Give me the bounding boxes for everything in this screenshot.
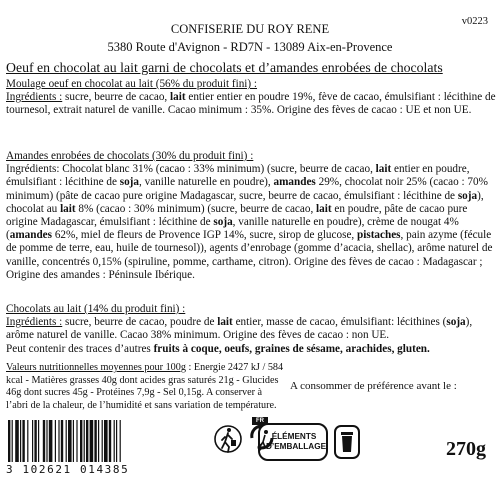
allergen-text: soja	[457, 189, 478, 202]
allergen-text: amandes	[273, 176, 316, 189]
barcode-bar	[84, 420, 85, 462]
barcode-bar	[76, 420, 77, 462]
nutrition-label: Valeurs nutritionnelles moyennes pour 100g	[6, 362, 186, 373]
barcode-bar	[90, 420, 94, 462]
nutrition-info: Valeurs nutritionnelles moyennes pour 100g : Energie 2427 kJ / 584 kcal - Matières grasses 40g dont acides gras saturés 21g - Glucides 46g dont sucres 45g - Protéines 7,9g - Sel 0,15g. A conserver à l’abri de la chaleur, de l’humidité et sans variation de température.	[6, 362, 284, 411]
barcode-bar	[46, 420, 47, 462]
packaging-elements-logo	[252, 417, 362, 465]
barcode-number: 3 102621 014385	[6, 463, 130, 476]
best-before: A consommer de préférence avant le :	[290, 380, 457, 392]
barcode-bar	[58, 420, 59, 462]
barcode-bar	[32, 420, 33, 462]
packaging-elements-text: ÉLÉMENTS D’EMBALLAGE	[266, 432, 327, 451]
section-egg-mould-heading: Moulage oeuf en chocolat au lait (56% du produit fini) :	[6, 78, 258, 90]
barcode-bar	[73, 420, 74, 462]
barcode-bar	[66, 420, 67, 462]
ingredient-text: ), chocolat au	[6, 189, 484, 215]
barcode-bar	[34, 420, 36, 462]
allergen-text: soja	[213, 216, 233, 229]
section-milk-chocolates	[6, 303, 498, 356]
barcode-bar	[22, 420, 24, 462]
allergen-text: soja	[119, 176, 139, 189]
ingredients-label: Ingrédients :	[6, 91, 63, 104]
allergen-text: amandes	[9, 229, 53, 242]
barcode-bar	[20, 420, 21, 462]
barcode-bar	[12, 420, 13, 462]
barcode-bar	[43, 420, 45, 462]
barcode-bar	[49, 420, 53, 462]
barcode-bar	[102, 420, 103, 462]
barcode-bar	[8, 420, 10, 462]
barcode-bar	[38, 420, 39, 462]
ingredient-text: , pain azyme (fécule de pomme de terre, eau, huile de tournesol)), agents d’enrobage (gomme d’acacia, shellac), arôme naturel de vanille, concentrés 0,15% (spiruline, pomme, carthame, citron). Origine des fèves de cacao : Madagascar ; Origine des amandes : Péninsule Ibérique.	[6, 229, 493, 281]
ingredient-text: , vanille naturelle en poudre), crème de nougat 4% (	[6, 216, 459, 242]
ingredients-label: Ingrédients :	[6, 316, 63, 329]
section-coated-almonds-heading: Amandes enrobées de chocolats (30% du produit fini) :	[6, 150, 254, 162]
barcode-bar	[55, 420, 56, 462]
ingredient-text: , vanille naturelle en poudre),	[139, 176, 274, 189]
net-weight: 270g	[446, 438, 486, 460]
version-code: v0223	[461, 16, 488, 27]
bin-icon	[332, 423, 362, 461]
recycling-person-icon	[213, 418, 243, 460]
fr-badge: FR	[252, 417, 268, 425]
allergen-text: lait	[375, 163, 392, 176]
barcode-bar	[104, 420, 108, 462]
barcode-bar	[15, 420, 19, 462]
barcode-bar	[114, 420, 115, 462]
ingredient-text: 8% (cacao : 30% minimum) (sucre, beurre de cacao,	[75, 202, 317, 215]
barcode-bar	[98, 420, 99, 462]
ingredient-text: entier en poudre, émulsifiant : lécithine de	[6, 163, 470, 189]
barcode-bar	[94, 420, 96, 462]
barcode-bar	[116, 420, 117, 462]
allergen-text: pistaches	[357, 229, 401, 242]
barcode-bar	[68, 420, 72, 462]
company-name: CONFISERIE DU ROY RENE	[170, 22, 330, 36]
allergen-text: lait	[60, 202, 76, 215]
section-coated-almonds-ingredients	[6, 163, 498, 282]
ingredient-text: en poudre, pâte de cacao pure origine Madagascar, émulsifiant : lécithine de	[6, 202, 468, 229]
section-milk-chocolates-ingredients: Ingrédients : sucre, beurre de cacao, poudre de lait entier, masse de cacao, émulsifiant: lécithines (soja), arôme naturel de vanille. Cacao 38% minimum. Origine des fèves de cacao : non UE.	[6, 316, 473, 342]
company-address: 5380 Route d'Avignon - RD7N - 13089 Aix-en-Provence	[107, 40, 393, 54]
allergen-traces: Peut contenir des traces d’autres fruits à coque, oeufs, graines de sésame, arachides, gluten.	[6, 342, 430, 355]
barcode-bar	[86, 420, 88, 462]
product-title: Oeuf en chocolat au lait garni de chocolats et d’amandes enrobées de chocolats	[6, 60, 443, 75]
allergen-text: lait	[316, 202, 332, 215]
ingredient-text: 62%, miel de fleurs de Provence IGP 14%, sucre, sirop de glucose,	[52, 229, 358, 242]
section-milk-chocolates-heading: Chocolats au lait (14% du produit fini) :	[6, 303, 186, 315]
section-egg-mould	[6, 78, 498, 118]
ingredient-text: Ingrédients: Chocolat blanc 31% (cacao : 33% minimum) (sucre, beurre de cacao,	[6, 163, 376, 176]
barcode-bar	[80, 420, 82, 462]
barcode-bar	[61, 420, 63, 462]
section-egg-mould-ingredients: Ingrédients : sucre, beurre de cacao, lait entier entier en poudre 19%, fève de cacao, émulsifiant : lécithine de tournesol, extrait naturel de vanille. Cacao minimum : 35%. Origine des fèves de cacao : UE et non UE.	[6, 91, 496, 117]
barcode-bar	[109, 420, 111, 462]
section-coated-almonds	[6, 150, 498, 282]
barcode-bar	[120, 420, 121, 462]
ingredient-text: 29%, chocolat noir 25% (cacao : 70% minimum) (pâte de cacao pure origine Madagascar, sucre, beurre de cacao, émulsifiant : lécithine de	[6, 176, 488, 202]
barcode-bar	[27, 420, 28, 462]
barcode	[6, 420, 206, 462]
